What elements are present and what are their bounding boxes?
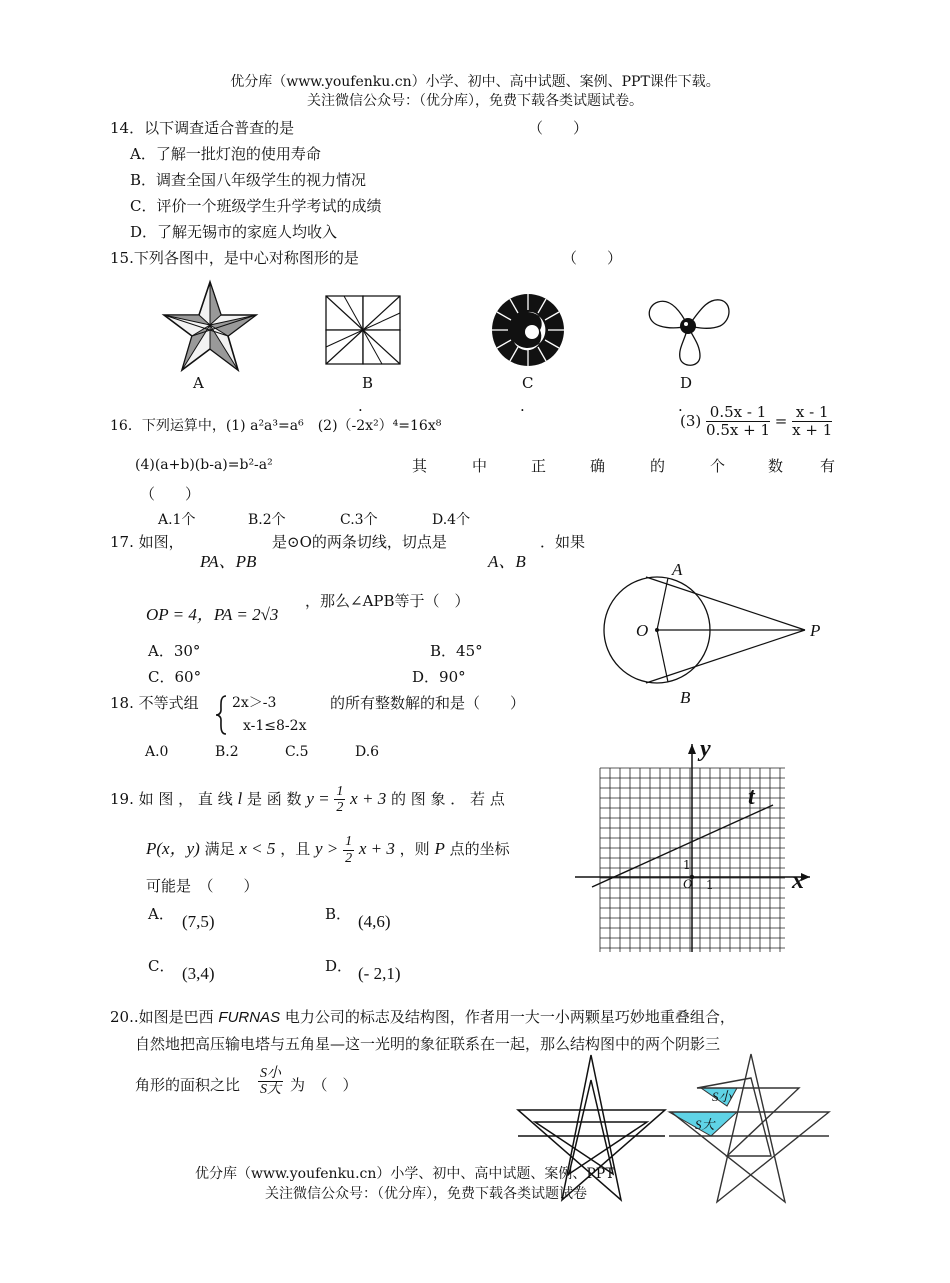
q15-dot-d: . xyxy=(678,397,683,415)
graph-one-x: 1 xyxy=(706,878,714,892)
q15-label-c: C xyxy=(522,374,534,392)
q18-stem: 18. 不等式组 xyxy=(110,694,199,712)
q15-label-a: A xyxy=(193,374,204,392)
q14-stem: 14．以下调查适合普查的是 xyxy=(110,119,295,137)
footer-line-1: 优分库（www.youfenku.cn）小学、初中、高中试题、案例、PPT xyxy=(195,1166,615,1182)
q19-half-den: 2 xyxy=(336,800,344,816)
q16-frac-right-num: x - 1 xyxy=(792,404,832,422)
coordinate-grid xyxy=(575,740,815,955)
q19-line1-a: 19. 如 图 ， 直 线 xyxy=(110,789,233,808)
q14-option-b: B．调查全国八年级学生的视力情况 xyxy=(130,171,367,189)
q17-fig-label-b: B xyxy=(680,688,691,707)
q16-item3-label: (3) xyxy=(680,412,702,430)
q18-option-d: D.6 xyxy=(355,744,380,760)
structure-figure xyxy=(667,1052,833,1212)
q16-frac-left-num: 0.5x - 1 xyxy=(706,404,770,422)
q17-condition-tail: ，那么∠APB等于（ ） xyxy=(305,592,470,610)
q17-fig-label-a: A xyxy=(672,560,683,579)
q18-tail: 的所有整数解的和是（ ） xyxy=(330,694,526,712)
q18-option-a: A.0 xyxy=(145,744,169,760)
q17-option-b: B．45° xyxy=(430,642,483,660)
q19-line2-b: 满足 xyxy=(204,840,235,858)
q17-fig-label-o: O xyxy=(636,621,649,640)
q17-stem-a: 17. 如图， xyxy=(110,533,184,551)
q19-line3: 可能是 （ ） xyxy=(146,877,259,895)
q16-frac-left xyxy=(706,404,770,438)
q15-dot-c: . xyxy=(520,397,525,415)
q16-frac-right xyxy=(792,404,832,438)
q19-option-a-label: A． xyxy=(148,905,174,923)
sunburst-figure xyxy=(488,290,568,370)
q19-option-d-value: (- 2,1) xyxy=(358,964,401,983)
q19-line2 xyxy=(146,834,510,866)
q19-l-symbol: l xyxy=(237,788,243,808)
q19-option-b-label: B． xyxy=(325,905,352,923)
graph-x-label: x xyxy=(792,868,804,894)
q20-ratio-num: S小 xyxy=(260,1066,281,1081)
pinwheel-figure xyxy=(320,292,406,368)
footer-line-2: 关注微信公众号：（优分库），免费下载各类试题试卷 xyxy=(265,1186,587,1202)
q20-line1-b: 电力公司的标志及结构图，作者用一大一小两颗星巧妙地重叠组合， xyxy=(284,1008,735,1026)
y-axis-arrow xyxy=(688,744,696,754)
q20-ratio-den: S大 xyxy=(260,1082,281,1098)
fan-figure xyxy=(640,292,736,370)
q17-tangents: PA、PB xyxy=(200,552,257,571)
header-line-2: 关注微信公众号：（优分库），免费下载各类试题试卷。 xyxy=(307,93,643,109)
q19-line1-b: 是 函 数 xyxy=(247,789,302,808)
q19-half-2-num: 1 xyxy=(345,834,353,850)
q19-point: P(x，y) xyxy=(146,839,200,858)
q16-option-d: D.4个 xyxy=(432,512,471,528)
q17-fig-label-p: P xyxy=(810,621,821,640)
q17-stem-b: 是⊙O的两条切线，切点是 xyxy=(272,533,447,551)
q16-tail-2: 中 xyxy=(472,457,488,475)
q19-line2-e: 点的坐标 xyxy=(449,840,510,858)
q16-stem: 16．下列运算中，(1) a²a³=a⁶ (2)（-2x²）⁴=16x⁸ xyxy=(110,418,442,434)
q15-label-d: D xyxy=(680,374,693,392)
q20-line3: 角形的面积之比 xyxy=(135,1076,241,1094)
q19-option-d-label: D． xyxy=(325,957,353,975)
tangent-figure xyxy=(600,570,830,690)
q16-frac-right-den: x + 1 xyxy=(792,420,833,439)
q14-option-d: D．了解无锡市的家庭人均收入 xyxy=(130,223,338,241)
line-l xyxy=(592,805,773,887)
q16-tail-8: 有 xyxy=(820,457,836,475)
q19-func-rhs: x + 3 xyxy=(350,788,387,808)
q19-line1 xyxy=(110,784,505,816)
q15-dot-b: . xyxy=(358,397,363,415)
q19-half-2-den: 2 xyxy=(345,850,353,866)
q18-ineq-1: 2x＞-3 xyxy=(232,695,277,711)
q15-stem: 15.下列各图中，是中心对称图形的是 xyxy=(110,249,359,267)
q17-points: A、B xyxy=(488,552,526,571)
q17-condition: OP = 4，PA = 2√3 xyxy=(146,605,279,624)
q16-tail-4: 确 xyxy=(590,457,606,475)
q17-option-d: D．90° xyxy=(412,668,466,686)
q16-option-c: C.3个 xyxy=(340,512,378,528)
star-figure xyxy=(160,278,260,374)
q16-tail-6: 个 xyxy=(710,457,726,475)
q16-item4: (4)(a+b)(b-a)=b²-a² xyxy=(135,457,273,473)
q19-line2-d: ，则 xyxy=(399,840,430,858)
q16-tail-1: 其 xyxy=(412,457,428,475)
header-line-1: 优分库（www.youfenku.cn）小学、初中、高中试题、案例、PPT课件下载。 xyxy=(230,74,720,90)
q16-option-a: A.1个 xyxy=(158,512,196,528)
q19-half-num: 1 xyxy=(336,784,344,799)
q20-brand: FURNAS xyxy=(218,1009,281,1026)
q19-cond2-lhs: y > xyxy=(315,839,339,858)
q15-paren: （ ） xyxy=(562,249,623,267)
q20-line2: 自然地把高压输电塔与五角星—这一光明的象征联系在一起，那么结构图中的两个阴影三 xyxy=(135,1035,721,1053)
q16-tail-7: 数 xyxy=(768,457,784,475)
q14-option-a: A．了解一批灯泡的使用寿命 xyxy=(130,145,321,163)
q19-option-c-value: (3,4) xyxy=(182,964,215,983)
q16-equals: = xyxy=(774,412,788,430)
s-big-label: S大 xyxy=(695,1117,715,1132)
q19-p-symbol: P xyxy=(434,839,445,858)
graph-y-label: y xyxy=(700,736,711,762)
graph-one-y: 1 xyxy=(683,858,691,872)
q19-cond2-rhs: x + 3 xyxy=(358,839,395,858)
q15-label-b: B xyxy=(362,374,374,392)
q19-half xyxy=(334,784,345,816)
q20-ratio xyxy=(258,1066,283,1098)
q19-line2-c: ，且 xyxy=(280,840,311,858)
q16-tail-5: 的 xyxy=(650,457,666,475)
graph-origin-label: O xyxy=(683,876,693,891)
q14-paren: （ ） xyxy=(528,119,589,137)
q17-option-a: A．30° xyxy=(148,642,201,660)
graph-line-label: t xyxy=(748,784,755,810)
q19-option-c-label: C． xyxy=(148,957,175,975)
q17-stem-c: ．如果 xyxy=(540,533,586,551)
q16-item3 xyxy=(680,404,832,438)
q20-line1 xyxy=(110,1006,735,1027)
q19-half-2 xyxy=(343,834,354,866)
q20-line3-tail: 为 （ ） xyxy=(290,1076,358,1094)
q14-option-c: C．评价一个班级学生升学考试的成绩 xyxy=(130,197,382,215)
q18-brace xyxy=(214,694,228,736)
q19-option-b-value: (4,6) xyxy=(358,912,391,931)
q18-ineq-2: x-1≤8-2x xyxy=(243,718,307,734)
q18-option-b: B.2 xyxy=(215,744,239,760)
q18-option-c: C.5 xyxy=(285,744,309,760)
q16-option-b: B.2个 xyxy=(248,512,286,528)
q16-tail-3: 正 xyxy=(531,457,547,475)
q17-option-c: C．60° xyxy=(148,668,202,686)
q19-func-lhs: y = xyxy=(306,788,330,808)
q16-paren: （ ） xyxy=(140,485,201,503)
q19-cond1: x < 5 xyxy=(239,839,276,858)
q20-line1-a: 20..如图是巴西 xyxy=(110,1008,214,1026)
q19-option-a-value: (7,5) xyxy=(182,912,215,931)
s-small-label: S小 xyxy=(712,1089,732,1104)
q19-line1-c: 的 图 象 ． 若 点 xyxy=(390,789,505,808)
q16-frac-left-den: 0.5x + 1 xyxy=(706,420,770,439)
